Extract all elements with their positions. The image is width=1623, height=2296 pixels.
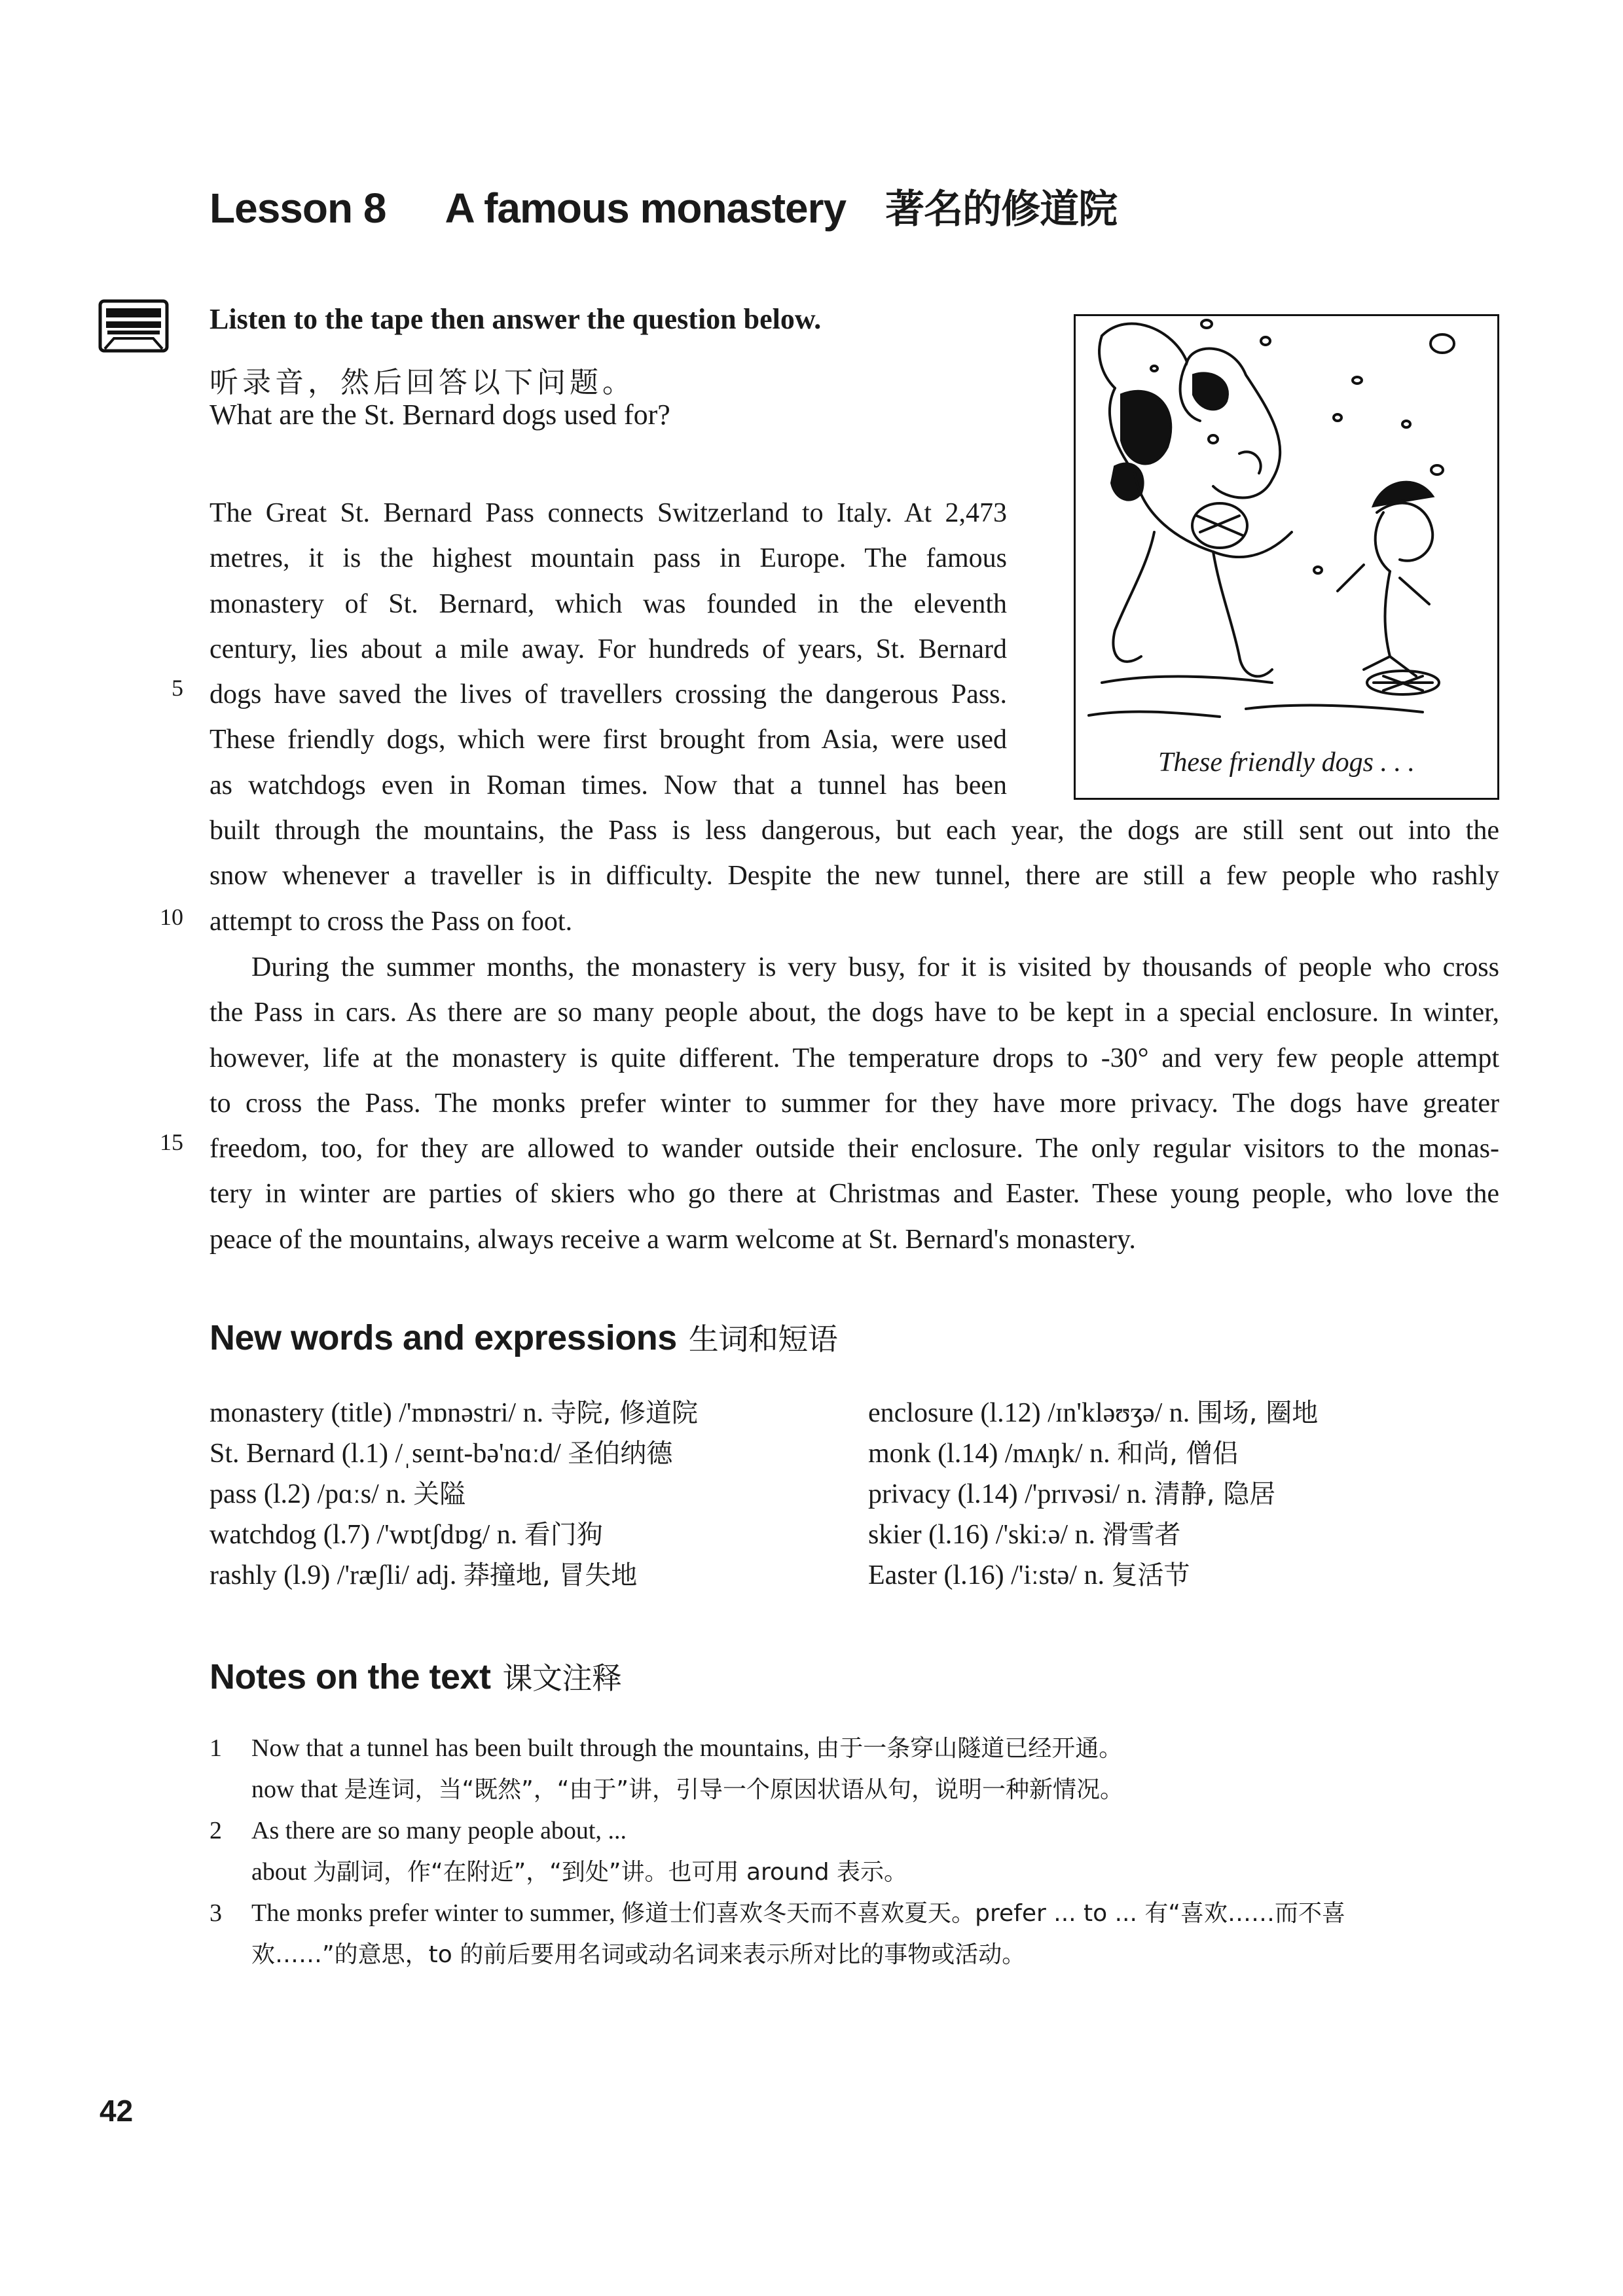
vocab-meaning: 看门狗 [524, 1520, 603, 1550]
note-text-zh: 为副词，作“在附近”，“到处”讲。也可用 around 表示。 [312, 1859, 908, 1886]
passage-line: These friendly dogs, which were first brought from Asia, were used [210, 725, 1007, 755]
new-words-heading-en: New words and expressions [210, 1318, 677, 1357]
passage-paragraph-1 [210, 491, 1007, 808]
vocab-meaning: 复活节 [1111, 1560, 1190, 1590]
listen-instruction: Listen to the tape then answer the question below. [210, 303, 822, 335]
lesson-title [210, 178, 1453, 250]
passage-line: attempt to cross the Pass on foot. [210, 906, 573, 937]
vocab-item [210, 1393, 698, 1433]
vocab-meaning: 寺院, 修道院 [550, 1398, 699, 1428]
notes-heading-zh: 课文注释 [502, 1660, 622, 1696]
new-words-heading-zh: 生词和短语 [688, 1321, 838, 1357]
passage-line: The Great St. Bernard Pass connects Switzerland to Italy. At 2,473 [210, 498, 1007, 528]
note-item [210, 1810, 1506, 1893]
notes-heading-en: Notes on the text [210, 1657, 491, 1696]
vocab-entry: monk (l.14) /mʌŋk/ n. [868, 1439, 1118, 1469]
vocab-item [868, 1515, 1318, 1555]
listen-instruction-zh: 听录音，然后回答以下问题。 [210, 366, 635, 399]
passage-line: to cross the Pass. The monks prefer winter to summer for they have more privacy. The dogs have greater [210, 1088, 1499, 1119]
passage-line: dogs have saved the lives of travellers crossing the dangerous Pass. [210, 679, 1007, 710]
vocab-entry: privacy (l.14) /'prɪvəsi/ n. [868, 1479, 1154, 1509]
illustration-caption: These friendly dogs . . . [1158, 747, 1415, 778]
lesson-name-zh: 著名的修道院 [885, 187, 1118, 232]
vocab-entry: enclosure (l.12) /ɪn'kləʊʒə/ n. [868, 1398, 1197, 1428]
notes-list [210, 1728, 1506, 1975]
new-words-heading [210, 1316, 837, 1359]
vocab-meaning: 莽撞地, 冒失地 [463, 1560, 638, 1590]
comprehension-question: What are the St. Bernard dogs used for? [210, 399, 670, 431]
cassette-tape-icon [98, 299, 169, 353]
passage-line: built through the mountains, the Pass is less dangerous, but each year, the dogs are still sent out into the [210, 816, 1499, 846]
vocabulary-left-column [210, 1393, 698, 1596]
passage-line: metres, it is the highest mountain pass in Europe. The famous [210, 543, 1007, 574]
note-text-zh: 是连词，当“既然”，“由于”讲，引导一个原因状语从句，说明一种新情况。 [344, 1776, 1124, 1803]
passage-paragraph-2 [210, 945, 1499, 1263]
vocab-meaning: 圣伯纳德 [568, 1439, 673, 1469]
passage-line: century, lies about a mile away. For hundreds of years, St. Bernard [210, 634, 1007, 664]
vocab-item [210, 1433, 698, 1474]
vocab-entry: pass (l.2) /pɑːs/ n. [210, 1479, 414, 1509]
vocab-item [210, 1474, 698, 1515]
passage-line: monastery of St. Bernard, which was founded in the eleventh [210, 588, 1007, 619]
notes-heading [210, 1655, 622, 1698]
note-item [210, 1893, 1506, 1975]
vocab-item [868, 1433, 1318, 1474]
passage-line: freedom, too, for they are allowed to wander outside their enclosure. The only regular visitors to the monas- [210, 1134, 1499, 1164]
illustration [1074, 314, 1499, 800]
line-number-10: 10 [160, 904, 183, 930]
vocab-meaning: 滑雪者 [1102, 1520, 1181, 1550]
passage-line: however, life at the monastery is quite different. The temperature drops to -30° and very few people attempt [210, 1043, 1499, 1073]
line-number-15: 15 [160, 1129, 183, 1155]
vocab-entry: watchdog (l.7) /'wɒtʃdɒg/ n. [210, 1520, 524, 1550]
passage-line: During the summer months, the monastery is very busy, for it is visited by thousands of people who cross [251, 952, 1499, 982]
vocabulary-right-column [868, 1393, 1318, 1596]
vocab-meaning: 和尚, 僧侣 [1117, 1439, 1239, 1469]
vocab-meaning: 关隘 [413, 1479, 466, 1509]
vocab-meaning: 清静, 隐居 [1154, 1479, 1276, 1509]
passage-line: tery in winter are parties of skiers who go there at Christmas and Easter. These young people, who love the [210, 1179, 1499, 1210]
vocab-item [868, 1555, 1318, 1596]
vocab-entry: St. Bernard (l.1) /ˌseɪnt-bə'nɑːd/ [210, 1439, 568, 1469]
vocab-item [868, 1393, 1318, 1433]
passage-line: as watchdogs even in Roman times. Now that a tunnel has been [210, 770, 1007, 800]
note-text-zh: 欢……”的意思，to 的前后要用名词或动名词来表示所对比的事物或活动。 [251, 1941, 1026, 1968]
note-number: 3 [210, 1899, 222, 1927]
vocab-entry: skier (l.16) /'skiːə/ n. [868, 1520, 1103, 1550]
note-text: As there are so many people about, ... [251, 1817, 627, 1844]
note-text: now that [251, 1776, 344, 1803]
passage-line: peace of the mountains, always receive a warm welcome at St. Bernard's monastery. [210, 1224, 1136, 1255]
note-text: The monks prefer winter to summer, [251, 1899, 622, 1927]
line-number-5: 5 [172, 675, 183, 701]
vocab-entry: rashly (l.9) /'ræʃli/ adj. [210, 1560, 464, 1590]
vocab-entry: monastery (title) /'mɒnəstri/ n. [210, 1398, 551, 1428]
vocab-item [868, 1474, 1318, 1515]
passage-line: snow whenever a traveller is in difficulty. Despite the new tunnel, there are still a few people who rashly [210, 861, 1499, 891]
st-bernard-dog-drawing [1076, 316, 1497, 735]
passage-line: the Pass in cars. As there are so many people about, the dogs have to be kept in a special enclosure. In winter, [210, 997, 1499, 1028]
note-item [210, 1728, 1506, 1810]
note-number: 2 [210, 1817, 222, 1844]
lesson-name: A famous monastery [445, 185, 847, 232]
vocab-item [210, 1555, 698, 1596]
passage-paragraph-1-continued [210, 808, 1499, 944]
vocab-meaning: 围场, 圈地 [1196, 1398, 1319, 1428]
note-text-zh: 由于一条穿山隧道已经开通。 [816, 1735, 1123, 1762]
note-text: Now that a tunnel has been built through the mountains, [251, 1734, 816, 1762]
note-text: about [251, 1858, 313, 1886]
vocab-item [210, 1515, 698, 1555]
note-text-zh: 修道士们喜欢冬天而不喜欢夏天。prefer ... to ... 有“喜欢……而不喜 [621, 1900, 1346, 1927]
vocab-entry: Easter (l.16) /'iːstə/ n. [868, 1560, 1112, 1590]
note-number: 1 [210, 1734, 222, 1762]
page-number: 42 [100, 2094, 134, 2128]
lesson-number: Lesson 8 [210, 185, 386, 232]
